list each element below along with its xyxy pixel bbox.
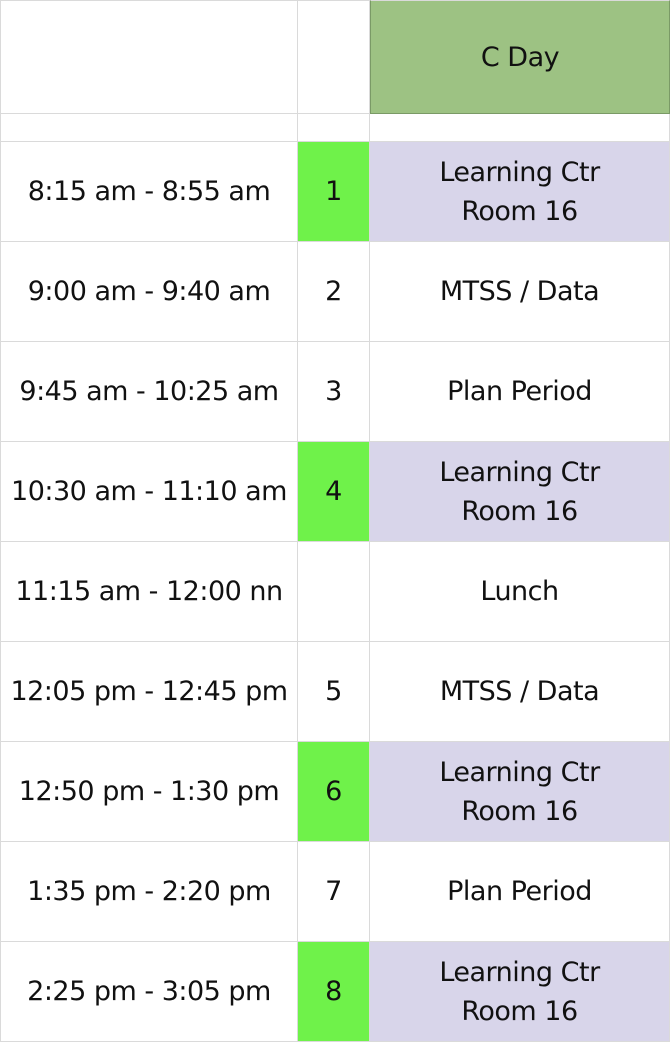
time-cell[interactable]: 2:25 pm - 3:05 pm: [0, 942, 298, 1042]
header-time-cell[interactable]: [0, 0, 298, 114]
period-cell[interactable]: 1: [298, 142, 370, 242]
period-cell[interactable]: 8: [298, 942, 370, 1042]
period-cell[interactable]: 4: [298, 442, 370, 542]
activity-cell[interactable]: Learning Ctr Room 16: [370, 942, 670, 1042]
period-cell[interactable]: 3: [298, 342, 370, 442]
activity-cell[interactable]: MTSS / Data: [370, 242, 670, 342]
spacer-time-cell[interactable]: [0, 114, 298, 142]
activity-cell[interactable]: Learning Ctr Room 16: [370, 142, 670, 242]
time-cell[interactable]: 9:00 am - 9:40 am: [0, 242, 298, 342]
schedule-row: [0, 942, 670, 1042]
time-cell[interactable]: 10:30 am - 11:10 am: [0, 442, 298, 542]
period-cell[interactable]: 6: [298, 742, 370, 842]
time-cell[interactable]: 11:15 am - 12:00 nn: [0, 542, 298, 642]
period-cell[interactable]: 5: [298, 642, 370, 742]
activity-cell[interactable]: Lunch: [370, 542, 670, 642]
activity-cell[interactable]: Learning Ctr Room 16: [370, 742, 670, 842]
activity-cell[interactable]: Learning Ctr Room 16: [370, 442, 670, 542]
header-period-cell[interactable]: [298, 0, 370, 114]
time-cell[interactable]: 12:50 pm - 1:30 pm: [0, 742, 298, 842]
schedule-row: [0, 542, 670, 642]
schedule-row: [0, 142, 670, 242]
schedule-row: [0, 242, 670, 342]
period-cell[interactable]: [298, 542, 370, 642]
day-header-label: C Day: [480, 41, 560, 73]
schedule-row: [0, 442, 670, 542]
time-cell[interactable]: 12:05 pm - 12:45 pm: [0, 642, 298, 742]
spacer-row: [0, 114, 670, 142]
period-cell[interactable]: 7: [298, 842, 370, 942]
schedule-row: [0, 342, 670, 442]
activity-cell[interactable]: MTSS / Data: [370, 642, 670, 742]
time-cell[interactable]: 8:15 am - 8:55 am: [0, 142, 298, 242]
time-cell[interactable]: 9:45 am - 10:25 am: [0, 342, 298, 442]
activity-cell[interactable]: Plan Period: [370, 842, 670, 942]
period-cell[interactable]: 2: [298, 242, 370, 342]
activity-cell[interactable]: Plan Period: [370, 342, 670, 442]
day-header-cell[interactable]: [370, 0, 670, 114]
header-row: [0, 0, 670, 114]
spacer-period-cell[interactable]: [298, 114, 370, 142]
spacer-activity-cell[interactable]: [370, 114, 670, 142]
schedule-row: [0, 742, 670, 842]
time-cell[interactable]: 1:35 pm - 2:20 pm: [0, 842, 298, 942]
schedule-row: [0, 642, 670, 742]
schedule-row: [0, 842, 670, 942]
